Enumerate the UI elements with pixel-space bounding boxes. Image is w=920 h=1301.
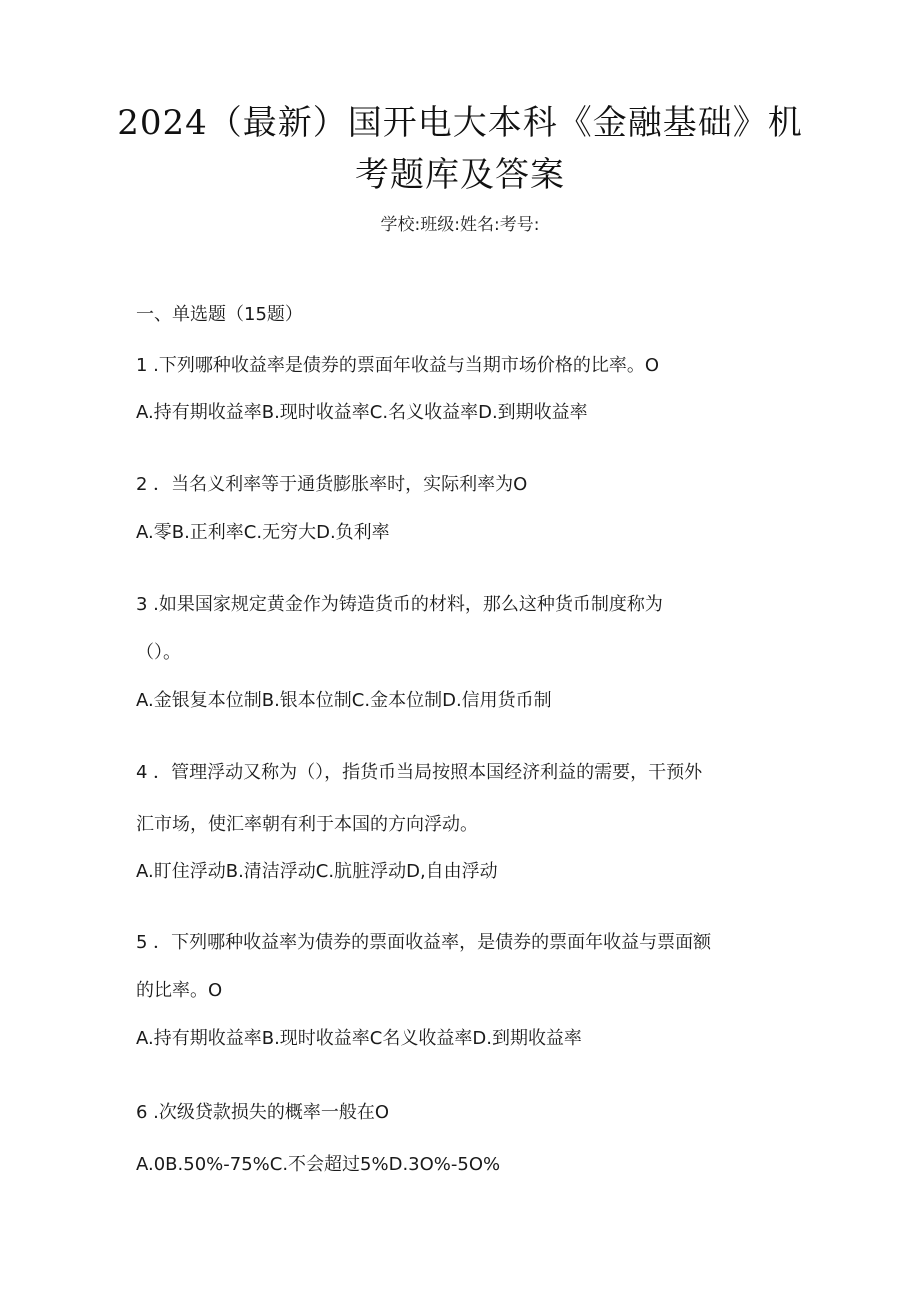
- question-4-stem-line-1: 4 ．管理浮动又称为（），指货币当局按照本国经济利益的需要，干预外: [136, 762, 703, 783]
- question-4-stem-line-2: 汇市场，使汇率朝有利于本国的方向浮动。: [136, 814, 478, 835]
- document-title-line-1: 2024（最新）国开电大本科《金融基础》机: [117, 103, 803, 143]
- question-2-stem: 2 ．当名义利率等于通货膨胀率时，实际利率为O: [136, 474, 528, 495]
- question-6-options: A.0B.50%-75%C.不会超过5%D.3O%-5O%: [136, 1154, 501, 1175]
- question-5-options: A.持有期收益率B.现时收益率C名义收益率D.到期收益率: [136, 1028, 582, 1049]
- question-3-stem-line-1: 3 .如果国家规定黄金作为铸造货币的材料，那么这种货币制度称为: [136, 594, 663, 615]
- question-3-options: A.金银复本位制B.银本位制C.金本位制D.信用货币制: [136, 690, 552, 711]
- question-3-stem-line-2: （）。: [136, 642, 181, 663]
- question-5-stem-line-1: 5 ．下列哪种收益率为债券的票面收益率，是债券的票面年收益与票面额: [136, 932, 712, 953]
- question-5-stem-line-2: 的比率。O: [136, 980, 223, 1001]
- question-1-options: A.持有期收益率B.现时收益率C.名义收益率D.到期收益率: [136, 402, 588, 423]
- document-title-line-2: 考题库及答案: [355, 155, 565, 195]
- question-1-stem: 1 .下列哪种收益率是债券的票面年收益与当期市场价格的比率。O: [136, 355, 660, 376]
- section-heading: 一、单选题（15题）: [136, 304, 303, 325]
- question-2-options: A.零B.正利率C.无穷大D.负利率: [136, 522, 390, 543]
- student-info-line: 学校:班级:姓名:考号:: [380, 215, 540, 235]
- question-6-stem: 6 .次级贷款损失的概率一般在O: [136, 1102, 390, 1123]
- question-4-options: A.盯住浮动B.清洁浮动C.肮脏浮动D,自由浮动: [136, 861, 498, 882]
